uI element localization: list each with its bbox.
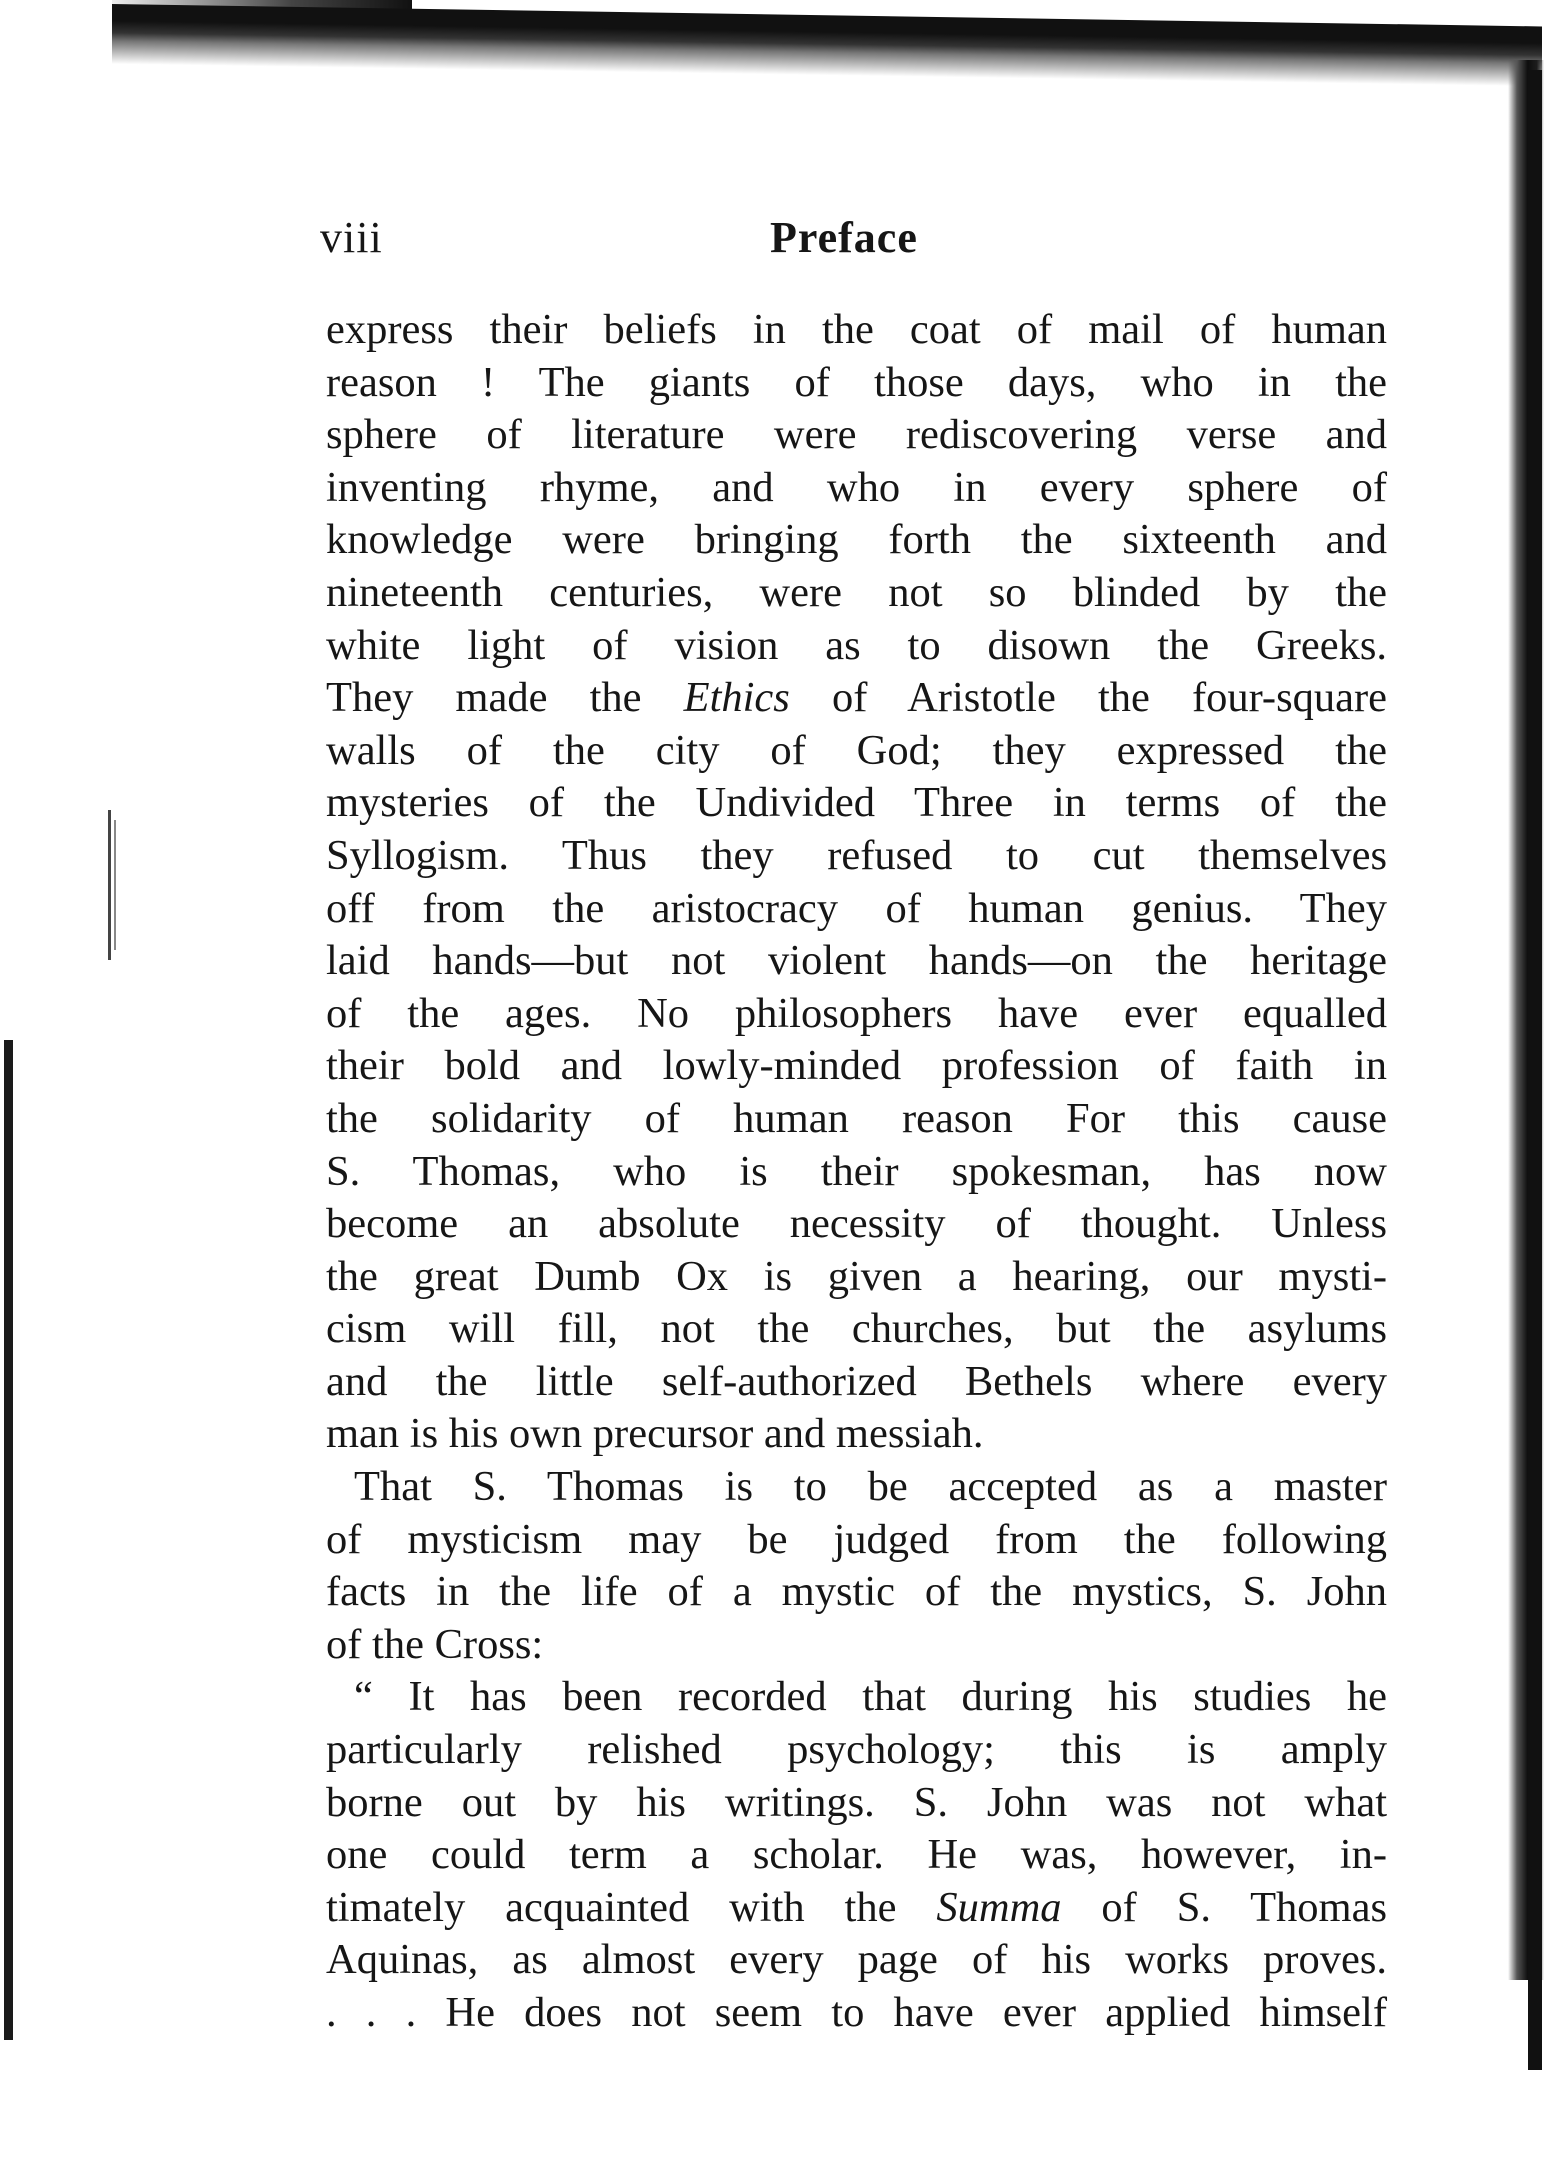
italic-title: Summa <box>936 1883 1062 1931</box>
text-line: Aquinas, as almost every page of his works proves. <box>326 1936 1387 1984</box>
text-segment: of S. Thomas <box>1061 1883 1387 1931</box>
text-line <box>326 672 1387 725</box>
text-line: sphere of literature were rediscovering verse and <box>326 411 1387 459</box>
text-line: “ It has been recorded that during his studies he <box>354 1673 1387 1721</box>
text-line: laid hands—but not violent hands—on the heritage <box>326 937 1387 985</box>
page-number: viii <box>320 213 383 262</box>
text-line: man is his own precursor and messiah. <box>326 1410 984 1458</box>
text-line <box>326 1882 1387 1935</box>
text-line: become an absolute necessity of thought. Unless <box>326 1200 1387 1248</box>
text-line: mysteries of the Undivided Three in terms of the <box>326 779 1387 827</box>
text-line: the great Dumb Ox is given a hearing, our mysti- <box>326 1252 1387 1300</box>
text-line: of the Cross: <box>326 1620 544 1668</box>
text-line: cism will fill, not the churches, but the asylums <box>326 1305 1387 1353</box>
italic-title: Ethics <box>683 674 790 722</box>
text-line: Syllogism. Thus they refused to cut themselves <box>326 831 1387 879</box>
text-line: one could term a scholar. He was, however, in- <box>326 1831 1387 1879</box>
text-line: and the little self-authorized Bethels where every <box>326 1357 1387 1405</box>
text-segment: They made the <box>326 674 684 722</box>
text-line: inventing rhyme, and who in every sphere of <box>326 463 1387 511</box>
scan-edge-shadow <box>4 1040 13 2040</box>
text-line: facts in the life of a mystic of the mystics, S. John <box>326 1568 1387 1616</box>
scan-edge-shadow <box>108 810 111 960</box>
body-text <box>326 304 1387 2040</box>
running-head: Preface <box>770 213 918 262</box>
text-line: knowledge were bringing forth the sixteenth and <box>326 516 1387 564</box>
text-line: reason ! The giants of those days, who in the <box>326 358 1387 406</box>
text-line: of the ages. No philosophers have ever equalled <box>326 989 1387 1037</box>
text-line: the solidarity of human reason For this cause <box>326 1094 1387 1142</box>
text-line: That S. Thomas is to be accepted as a master <box>354 1463 1387 1511</box>
text-line: of mysticism may be judged from the following <box>326 1515 1387 1563</box>
text-line: nineteenth centuries, were not so blinded by the <box>326 568 1387 616</box>
text-line: walls of the city of God; they expressed the <box>326 726 1387 774</box>
text-line: S. Thomas, who is their spokesman, has now <box>326 1147 1387 1195</box>
text-line: . . . He does not seem to have ever applied himself <box>326 1989 1387 2036</box>
scan-edge-shadow <box>1528 70 1542 2070</box>
text-line: express their beliefs in the coat of mail of human <box>326 306 1387 353</box>
text-segment: of Aristotle the four-square <box>789 674 1387 722</box>
text-line: white light of vision as to disown the Greeks. <box>326 621 1387 669</box>
scan-edge-shadow <box>114 820 116 950</box>
scan-edge-shadow <box>112 4 1542 86</box>
text-line: particularly relished psychology; this is amply <box>326 1726 1387 1774</box>
text-line: their bold and lowly-minded profession of faith in <box>326 1042 1387 1090</box>
text-segment: timately acquainted with the <box>326 1883 937 1931</box>
text-line: borne out by his writings. S. John was not what <box>326 1778 1387 1826</box>
page-header <box>320 212 940 272</box>
text-line: off from the aristocracy of human genius. They <box>326 884 1387 932</box>
